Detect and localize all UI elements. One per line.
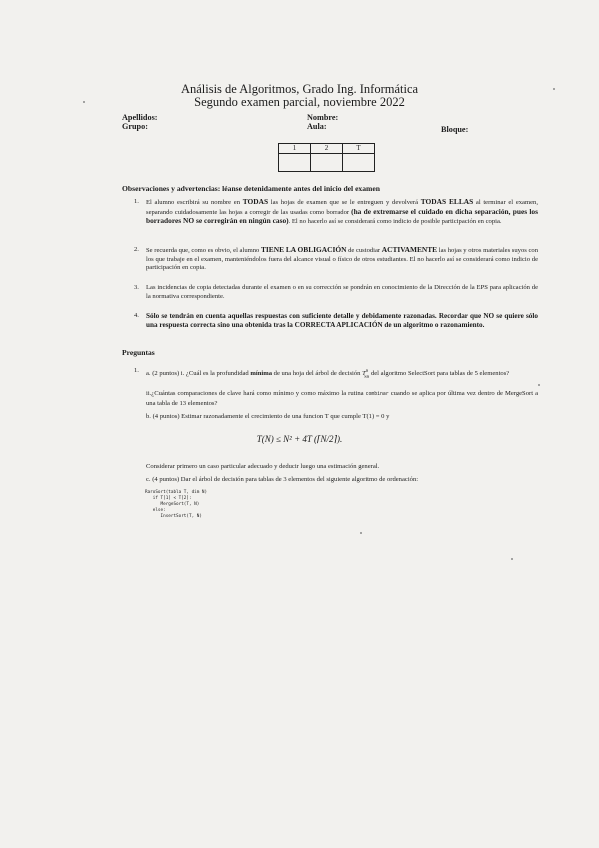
decision-tree-symbol: T <box>362 370 366 378</box>
obs-item-2-bold: ACTIVAMENTE <box>381 245 438 254</box>
obs-item-2-number: 2. <box>134 246 139 253</box>
grade-header-total: T <box>343 144 375 154</box>
decision-tree-subscript: SS <box>364 373 370 379</box>
scan-speck <box>511 558 513 560</box>
question-1b: b. (4 puntos) Estimar razonadamente el crecimiento de una funcion T que cumple T(1) = 0 y <box>146 413 390 420</box>
code-line: MergeSort(T, N) <box>145 502 200 507</box>
recurrence-formula: T(N) ≤ N² + 4T (⌈N/2⌉). <box>256 434 343 444</box>
question-1a-text: de una hoja del árbol de decisión <box>272 370 363 378</box>
preguntas-title: Preguntas <box>122 348 155 357</box>
grades-table <box>278 143 375 172</box>
question-1a-text: del algoritmo SelectSort para tablas de 5 elementos? <box>369 370 510 378</box>
bloque-label: Bloque: <box>441 125 469 134</box>
question-1a-bold: mínima <box>250 370 273 378</box>
obs-item-1-text: . El no hacerlo así se considerará como indicio de posible participación en copia. <box>288 218 502 225</box>
code-line: if T[1] < T[2]: <box>145 496 192 501</box>
question-1a-ii-text: cuando se aplica por última vez dentro de MergeSort a una tabla de 13 elementos? <box>146 390 538 407</box>
grade-cell-1 <box>279 154 311 172</box>
grade-cell-2 <box>311 154 343 172</box>
obs-item-1-text: El alumno escribirá su nombre en <box>146 199 243 206</box>
obs-item-2-text: las hojas y otros materiales suyos con los que trabaje en el examen, manteniéndolos fuera del alcance visual o físico de otros estudiantes. El no hacerlo así se considerará como indicio de participación en copia. <box>146 247 538 271</box>
grade-header-1: 1 <box>279 144 311 154</box>
obs-item-1-number: 1. <box>134 198 139 205</box>
obs-item-1-text: al terminar el examen, separando cuidadosamente las hojas a corregir de las usadas como borrador <box>146 199 538 216</box>
scan-speck <box>360 532 362 534</box>
code-line: RaroSort(tabla T, dim N) <box>145 490 208 495</box>
obs-item-1 <box>146 198 538 227</box>
apellidos-label: Apellidos: <box>122 113 158 122</box>
obs-item-2-text: de custodiar <box>346 247 382 254</box>
question-1-number: 1. <box>134 367 139 374</box>
obs-item-3-number: 3. <box>134 284 139 291</box>
obs-item-4-number: 4. <box>134 312 139 319</box>
code-line: else: <box>145 508 166 513</box>
question-1c: c. (4 puntos) Dar el árbol de decisión para tablas de 3 elementos del siguiente algoritmo de ordenación: <box>146 476 419 483</box>
observaciones-title: Observaciones y advertencias: léanse detenidamente antes del inicio del examen <box>122 184 380 193</box>
obs-item-3: Las incidencias de copia detectadas durante el examen o en su corrección se pondrán en conocimiento de la Dirección de la EPS para aplicación de la normativa correspondiente. <box>146 284 538 300</box>
obs-item-1-bold: TODAS ELLAS <box>420 197 474 206</box>
decision-tree-superscript: S <box>365 368 369 373</box>
grade-cell-total <box>343 154 375 172</box>
scan-speck <box>83 101 85 103</box>
obs-item-1-bold: TODAS <box>242 197 269 206</box>
scan-speck <box>538 384 540 386</box>
obs-item-2 <box>146 246 538 273</box>
question-1b-hint: Considerar primero un caso particular adecuado y deducir luego una estimación general. <box>146 463 380 470</box>
obs-item-2-bold: TIENE LA OBLIGACIÓN <box>261 245 347 254</box>
nombre-label: Nombre: <box>307 113 339 122</box>
question-1a <box>146 367 538 381</box>
grupo-label: Grupo: <box>122 122 148 131</box>
routine-name: combinar <box>365 392 389 397</box>
obs-item-1-bold: (ha de extremarse el cuidado en dicha separación, pues los borradores NO se corregirán en ningún caso) <box>146 206 538 225</box>
obs-item-4: Sólo se tendrán en cuenta aquellas respuestas con suficiente detalle y debidamente razonadas. Recordar que NO se quiere sólo una respuesta correcta sino una obtenida tras la CORRECTA APLICACIÓN de un algoritmo o razonamiento. <box>146 312 538 329</box>
aula-label: Aula: <box>307 122 327 131</box>
exam-subtitle: Segundo examen parcial, noviembre 2022 <box>194 95 405 109</box>
question-1a-ii <box>146 390 538 408</box>
scan-speck <box>553 88 555 90</box>
question-1a-text: a. (2 puntos) i. ¿Cuál es la profundidad <box>146 370 251 378</box>
grade-header-2: 2 <box>311 144 343 154</box>
obs-item-2-text: Se recuerda que, como es obvio, el alumno <box>146 247 261 254</box>
code-line: InsertSort(T, N) <box>145 514 202 519</box>
obs-item-1-text: las hojas de examen que se le entreguen y devolverá <box>268 199 421 206</box>
exam-title: Análisis de Algoritmos, Grado Ing. Informática <box>180 82 419 96</box>
question-1a-ii-text: ii.¿Cuántas comparaciones de clave hará como mínimo y como máximo la rutina <box>146 390 366 397</box>
